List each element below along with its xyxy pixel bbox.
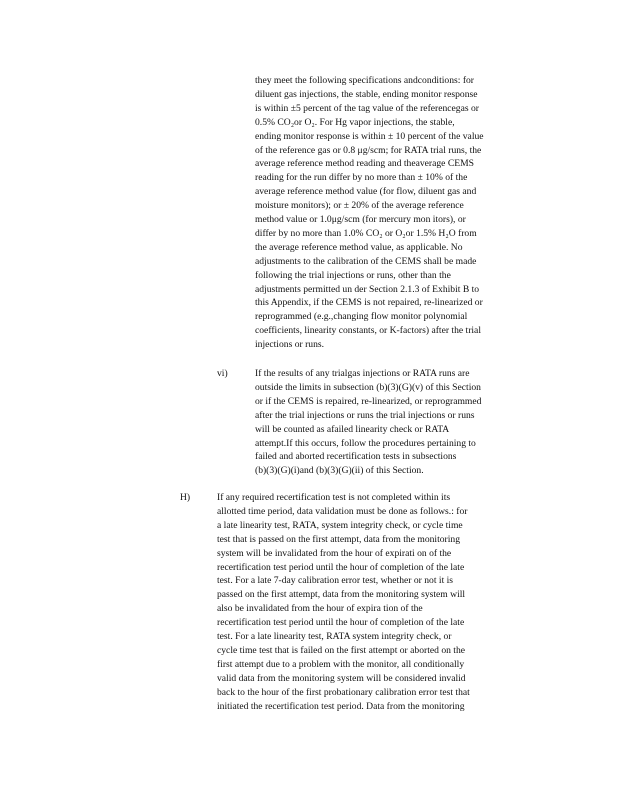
text-line: (b)(3)(G)(i)and (b)(3)(G)(ii) of this Section. [255, 465, 424, 477]
text-line: average reference method reading and theaverage CEMS [255, 158, 474, 170]
text-line: passed on the first attempt, data from the monitoring system will [217, 589, 466, 601]
continuation-paragraph [255, 74, 545, 354]
text-line: differ by no more than 1.0% CO₂ or O₂or 1.5% H₂O from [255, 227, 477, 239]
text-line: they meet the following specifications andconditions: for [255, 75, 475, 86]
text-line: reading for the run differ by no more than ± 10% of the [255, 172, 468, 184]
text-line: attempt.If this occurs, follow the procedures pertaining to [255, 437, 476, 449]
text-line: outside the limits in subsection (b)(3)(G)(v) of this Section [255, 381, 481, 393]
text-line: initiated the recertification test period. Data from the monitoring [217, 700, 465, 712]
text-line: test. For a late linearity test, RATA system integrity check, or [217, 631, 452, 642]
text-line: will be counted as afailed linearity check or RATA [255, 423, 450, 435]
text-line: recertification test period until the hour of completion of the late [217, 561, 465, 573]
text-line: reprogrammed (e.g.,changing flow monitor polynomial [255, 311, 468, 323]
text-line: ending monitor response is within ± 10 percent of the value [255, 130, 484, 142]
item-h-marker: H) [180, 492, 191, 503]
text-line: a late linearity test, RATA, system integrity check, or cycle time [217, 519, 463, 531]
text-line: injections or runs. [255, 339, 325, 351]
text-line: test that is passed on the first attempt, data from the monitoring [217, 533, 460, 545]
text-line: is within ±5 percent of the tag value of the referencegas or [255, 102, 479, 114]
text-line: also be invalidated from the hour of expira tion of the [217, 603, 423, 615]
text-line: average reference method value (for flow, diluent gas and [255, 186, 477, 198]
item-vi-marker: vi) [217, 368, 228, 379]
text-line: of the reference gas or 0.8 μg/scm; for RATA trial runs, the [255, 144, 482, 156]
text-line: allotted time period, data validation must be done as follows.: for [217, 505, 468, 517]
text-line: method value or 1.0μg/scm (for mercury mon itors), or [255, 214, 466, 225]
text-line: back to the hour of the first probationary calibration error test that [217, 686, 470, 698]
text-line: If any required recertification test is not completed within its [217, 492, 451, 503]
text-line: coefficients, linearity constants, or K-factors) after the trial [255, 325, 481, 337]
text-line: cycle time test that is failed on the first attempt or aborted on the [217, 644, 466, 656]
text-line: recertification test period until the hour of completion of the late [217, 617, 465, 629]
text-line: adjustments to the calibration of the CEMS shall be made [255, 255, 477, 267]
item-vi-paragraph [255, 367, 545, 482]
text-line: failed and aborted recertification tests in subsections [255, 451, 457, 463]
text-line: If the results of any trialgas injections or RATA runs are [255, 368, 470, 379]
text-line: 0.5% CO₂or O₂. For Hg vapor injections, the stable, [255, 116, 455, 128]
text-line: after the trial injections or runs the trial injections or runs [255, 409, 475, 421]
text-line: following the trial injections or runs, other than the [255, 269, 451, 281]
text-line: diluent gas injections, the stable, ending monitor response [255, 88, 478, 100]
text-line: test. For a late 7-day calibration error test, whether or not it is [217, 575, 454, 587]
text-line: moisture monitors); or ± 20% of the average reference [255, 200, 464, 212]
text-line: or if the CEMS is repaired, re-linearized, or reprogrammed [255, 395, 482, 407]
text-line: first attempt due to a problem with the monitor, all conditionally [217, 658, 465, 670]
text-line: the average reference method value, as applicable. No [255, 241, 463, 253]
text-line: this Appendix, if the CEMS is not repaired, re-linearized or [255, 297, 483, 309]
text-line: adjustments permitted un der Section 2.1.3 of Exhibit B to [255, 283, 480, 295]
text-line: system will be invalidated from the hour of expirati on of the [217, 547, 452, 559]
text-line: valid data from the monitoring system will be considered invalid [217, 672, 466, 684]
item-h-paragraph [217, 491, 547, 721]
